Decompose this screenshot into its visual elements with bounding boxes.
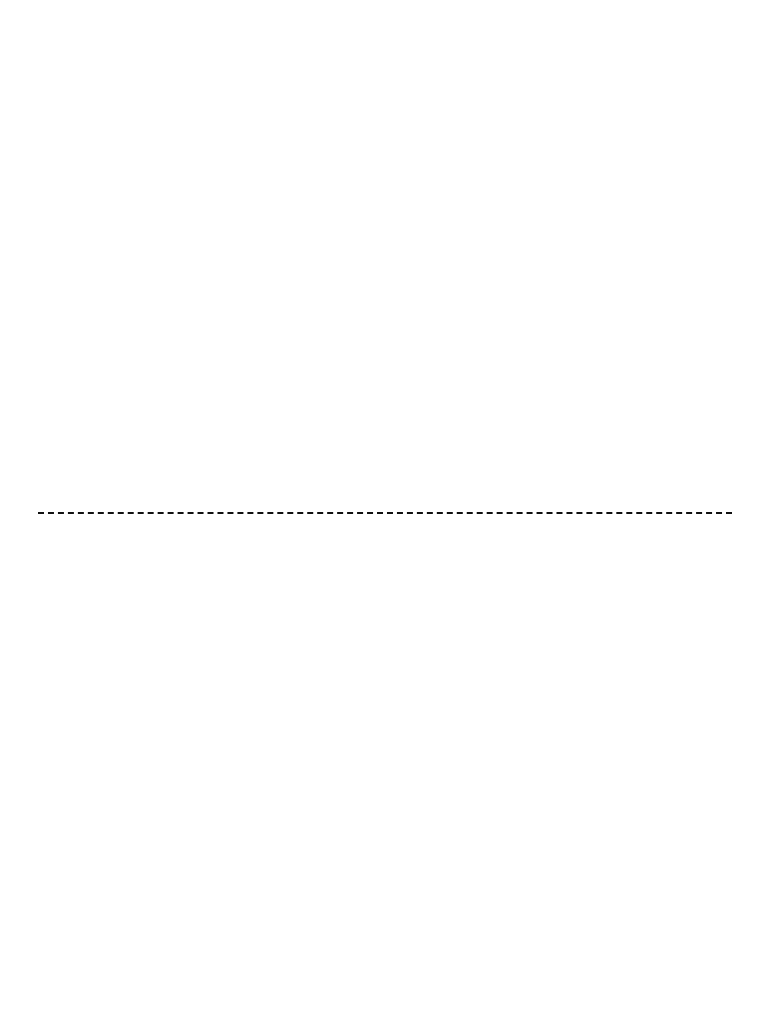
tear-separator-line (38, 512, 732, 514)
